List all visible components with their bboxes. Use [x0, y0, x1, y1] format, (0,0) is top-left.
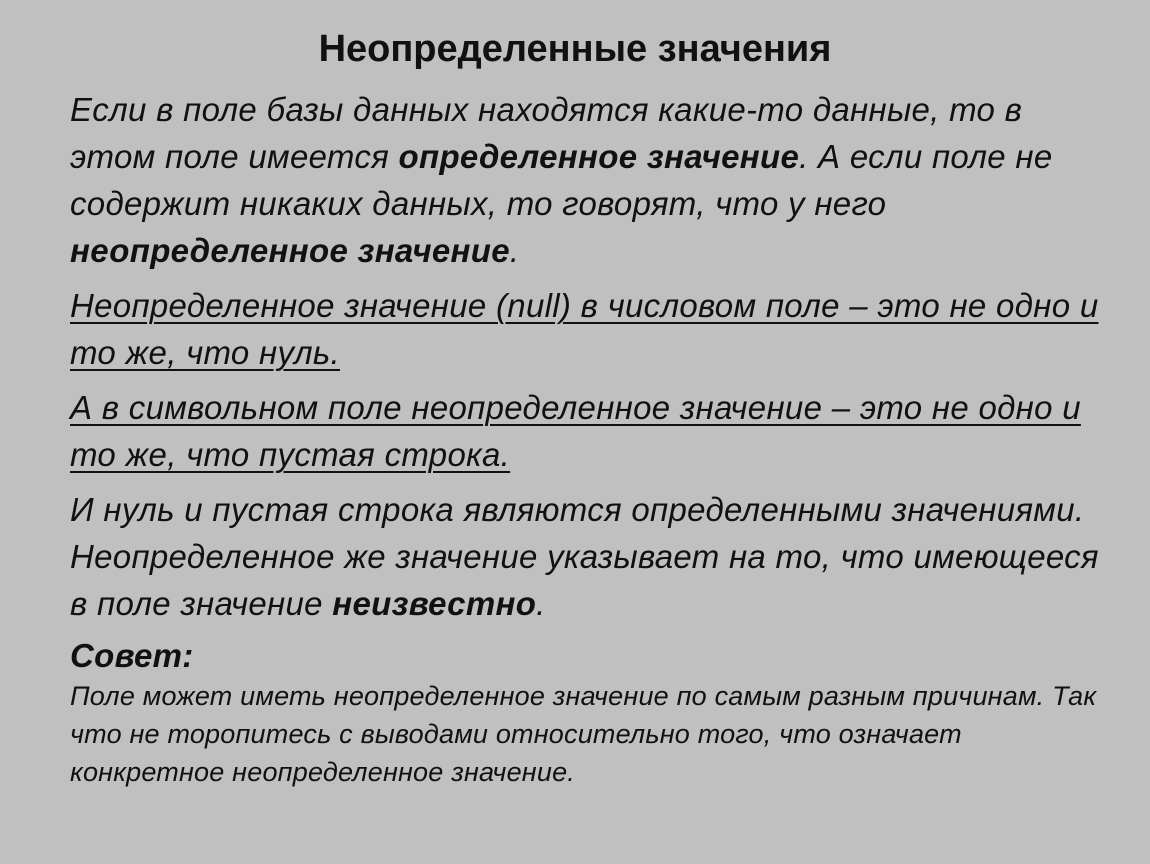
paragraph-definition-text-3: . — [509, 232, 520, 269]
term-undefined-value: неопределенное значение — [70, 232, 510, 269]
term-defined-value: определенное значение — [398, 138, 800, 175]
advice-heading: Совет: — [70, 637, 194, 674]
term-unknown: неизвестно — [332, 585, 537, 622]
paragraph-null-numeric: Неопределенное значение (null) в числовом поле – это не одно и то же, что нуль. — [70, 287, 1099, 371]
slide-body — [70, 86, 1100, 791]
paragraph-definition-text-1: Если в поле базы данных находятся какие-то данные, то в этом поле имеется — [70, 91, 1023, 175]
paragraph-definition-text-2: . А если поле не содержит никаких данных, то говорят, что у него — [70, 138, 1053, 222]
paragraph-null-string: А в символьном поле неопределенное значение – это не одно и то же, что пустая строка. — [70, 389, 1081, 473]
slide-title: Неопределенные значения — [318, 28, 832, 70]
paragraph-unknown-text-1: И нуль и пустая строка являются определенными значениями. Неопределенное же значение указывает на то, что имеющееся в поле значение — [70, 491, 1099, 622]
paragraph-unknown-text-2: . — [536, 585, 546, 622]
paragraph-unknown — [70, 486, 1100, 627]
paragraph-definition — [70, 86, 1100, 274]
advice-text: Поле может иметь неопределенное значение по самым разным причинам. Так что не торопитесь с выводами относительно того, что означает конкретное неопределенное значение. — [70, 681, 1097, 787]
